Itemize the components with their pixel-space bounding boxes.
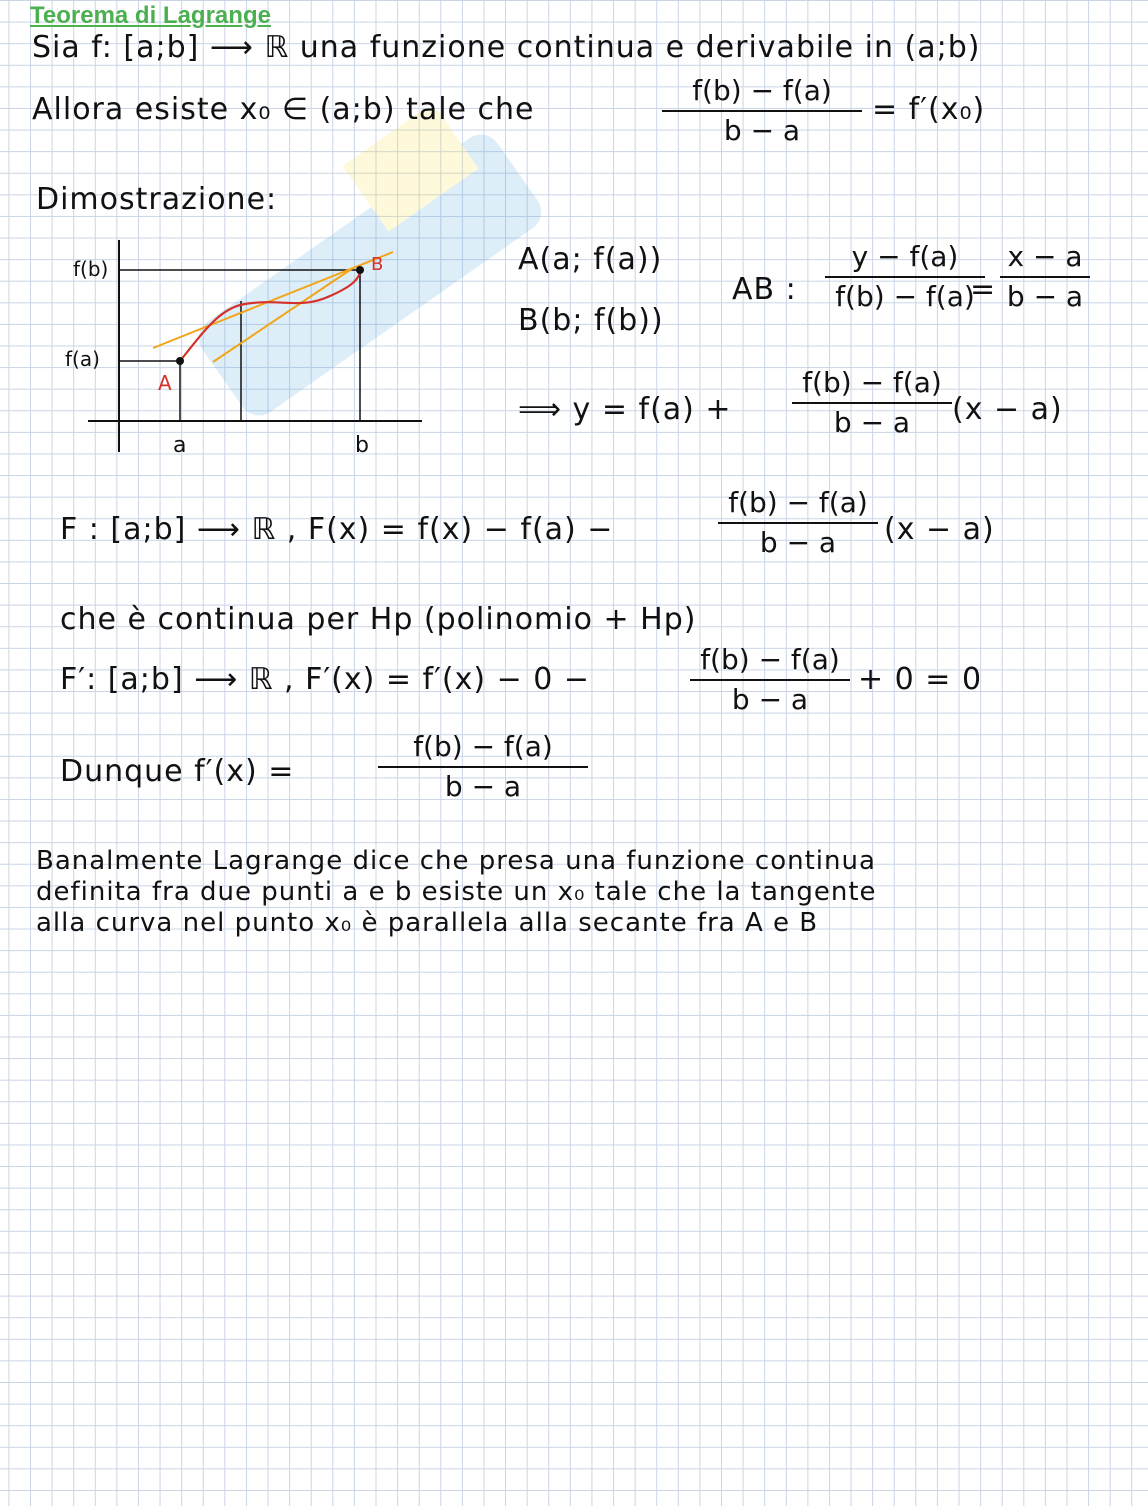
function-curve — [180, 270, 360, 361]
continua-line: che è continua per Hp (polinomio + Hp) — [60, 602, 697, 637]
page-title: Teorema di Lagrange — [30, 2, 271, 29]
dunque-numerator: f(b) − f(a) — [378, 730, 588, 768]
point-a-dot — [176, 357, 184, 365]
line-eq-numerator: f(b) − f(a) — [792, 366, 952, 404]
label-a: a — [173, 433, 187, 458]
line-eq-denominator: b − a — [833, 406, 911, 439]
line-eq-fraction — [792, 366, 952, 439]
lagrange-graph — [55, 230, 435, 465]
F-def-prefix: F : [a;b] ⟶ ℝ , F(x) = f(x) − f(a) − — [60, 512, 614, 547]
statement-line-1: Sia f: [a;b] ⟶ ℝ una funzione continua e derivabile in (a;b) — [32, 30, 981, 65]
dunque-prefix: Dunque f′(x) = — [60, 754, 295, 789]
F-prime-fraction — [690, 643, 850, 716]
label-fb: f(b) — [73, 257, 109, 281]
line-eq-prefix: ⟹ y = f(a) + — [518, 392, 732, 427]
conclusion-line-1: Banalmente Lagrange dice che presa una funzione continua — [36, 846, 876, 876]
point-b-dot — [356, 266, 364, 274]
F-def-suffix: (x − a) — [884, 512, 995, 547]
conclusion-line-3: alla curva nel punto x₀ è parallela alla secante fra A e B — [36, 908, 819, 938]
ab-label: AB : — [732, 272, 797, 307]
ab-equals: = — [970, 272, 997, 307]
ab-lhs-denominator: f(b) − f(a) — [835, 280, 975, 313]
statement-fraction-numerator: f(b) − f(a) — [662, 74, 862, 112]
statement-fraction-denominator: b − a — [723, 114, 801, 147]
F-def-numerator: f(b) − f(a) — [718, 486, 878, 524]
secant-line — [153, 252, 393, 348]
F-prime-suffix: + 0 = 0 — [858, 662, 983, 697]
statement-rhs: = f′(x₀) — [872, 92, 986, 127]
F-prime-numerator: f(b) − f(a) — [690, 643, 850, 681]
statement-fraction — [662, 74, 862, 147]
F-def-fraction — [718, 486, 878, 559]
statement-line-2: Allora esiste x₀ ∈ (a;b) tale che — [32, 92, 535, 127]
ab-lhs-fraction — [825, 240, 985, 313]
conclusion-line-2: definita fra due punti a e b esiste un x₀ tale che la tangente — [36, 877, 877, 907]
F-prime-denominator: b − a — [731, 683, 809, 716]
dimostrazione-heading: Dimostrazione: — [36, 182, 278, 217]
label-b: b — [355, 433, 369, 458]
label-fa: f(a) — [65, 347, 100, 371]
ab-rhs-denominator: b − a — [1006, 280, 1084, 313]
line-eq-suffix: (x − a) — [952, 392, 1063, 427]
ab-rhs-fraction — [1000, 240, 1090, 313]
label-point-B: B — [371, 254, 384, 275]
ab-rhs-numerator: x − a — [1000, 240, 1090, 278]
dunque-denominator: b − a — [444, 770, 522, 803]
dunque-fraction — [378, 730, 588, 803]
point-B-coords: B(b; f(b)) — [518, 303, 664, 338]
ab-lhs-numerator: y − f(a) — [825, 240, 985, 278]
F-def-denominator: b − a — [759, 526, 837, 559]
point-A-coords: A(a; f(a)) — [518, 242, 663, 277]
F-prime-prefix: F′: [a;b] ⟶ ℝ , F′(x) = f′(x) − 0 − — [60, 662, 591, 697]
label-point-A: A — [158, 371, 172, 395]
